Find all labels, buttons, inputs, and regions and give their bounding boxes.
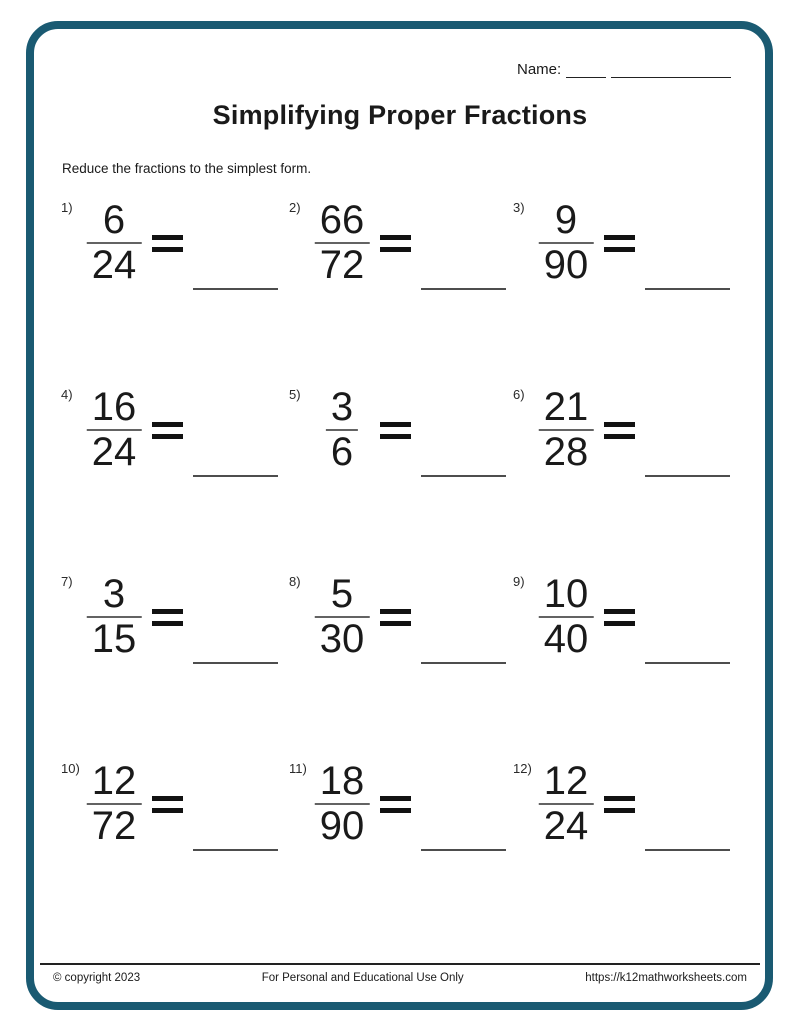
- equals-sign: [604, 796, 635, 820]
- answer-blank[interactable]: [193, 646, 278, 664]
- fraction: [87, 572, 142, 661]
- fraction-denominator: 24: [539, 803, 594, 845]
- problem-2: [284, 196, 508, 383]
- footer-divider: [40, 963, 760, 965]
- equals-sign: [604, 235, 635, 259]
- equals-sign: [152, 422, 183, 446]
- equals-sign: [380, 796, 411, 820]
- problem-1: [56, 196, 284, 383]
- fraction-numerator: 21: [543, 385, 589, 429]
- fraction-numerator: 9: [554, 198, 578, 242]
- equals-sign: [152, 796, 183, 820]
- fraction-denominator: 24: [87, 429, 142, 471]
- fraction-denominator: 72: [315, 242, 370, 284]
- fraction-numerator: 3: [330, 385, 354, 429]
- fraction-numerator: 12: [543, 759, 589, 803]
- fraction: [315, 198, 370, 287]
- answer-blank[interactable]: [421, 272, 506, 290]
- equals-sign: [604, 422, 635, 446]
- fraction-denominator: 30: [315, 616, 370, 658]
- name-line-segment: [611, 60, 731, 78]
- fraction-denominator: 28: [539, 429, 594, 471]
- problem-12: [508, 757, 748, 944]
- problem-number: 4): [61, 387, 73, 402]
- problem-8: [284, 570, 508, 757]
- instruction-text: Reduce the fractions to the simplest form.: [62, 161, 312, 176]
- name-line-segment: [566, 60, 606, 78]
- fraction: [539, 759, 594, 848]
- problem-6: [508, 383, 748, 570]
- problem-7: [56, 570, 284, 757]
- problem-number: 2): [289, 200, 301, 215]
- fraction-numerator: 12: [91, 759, 137, 803]
- equals-sign: [152, 235, 183, 259]
- answer-blank[interactable]: [645, 833, 730, 851]
- fraction-denominator: 6: [326, 429, 358, 471]
- fraction-numerator: 16: [91, 385, 137, 429]
- fraction-denominator: 90: [539, 242, 594, 284]
- fraction: [539, 198, 594, 287]
- problem-9: [508, 570, 748, 757]
- fraction-denominator: 24: [87, 242, 142, 284]
- fraction-numerator: 10: [543, 572, 589, 616]
- problem-11: [284, 757, 508, 944]
- fraction-numerator: 6: [102, 198, 126, 242]
- fraction-denominator: 15: [87, 616, 142, 658]
- footer-website-link[interactable]: https://k12mathworksheets.com: [585, 972, 747, 984]
- answer-blank[interactable]: [193, 833, 278, 851]
- fraction: [87, 198, 142, 287]
- equals-sign: [380, 609, 411, 633]
- answer-blank[interactable]: [645, 459, 730, 477]
- answer-blank[interactable]: [645, 272, 730, 290]
- equals-sign: [380, 235, 411, 259]
- problem-number: 1): [61, 200, 73, 215]
- problem-number: 6): [513, 387, 525, 402]
- name-label: Name:: [517, 61, 562, 78]
- fraction: [326, 385, 358, 474]
- problem-number: 3): [513, 200, 525, 215]
- fraction-numerator: 18: [319, 759, 365, 803]
- fraction: [539, 385, 594, 474]
- fraction: [315, 572, 370, 661]
- footer-copyright: © copyright 2023: [53, 972, 141, 984]
- equals-sign: [380, 422, 411, 446]
- name-row: [517, 60, 731, 78]
- problem-number: 5): [289, 387, 301, 402]
- fraction: [87, 759, 142, 848]
- equals-sign: [152, 609, 183, 633]
- problem-number: 7): [61, 574, 73, 589]
- answer-blank[interactable]: [193, 459, 278, 477]
- name-input-line[interactable]: [566, 60, 731, 78]
- problem-number: 12): [513, 761, 532, 776]
- fraction: [539, 572, 594, 661]
- problem-number: 10): [61, 761, 80, 776]
- fraction-denominator: 90: [315, 803, 370, 845]
- problem-number: 8): [289, 574, 301, 589]
- footer-usage-note: For Personal and Educational Use Only: [261, 972, 464, 984]
- footer: [53, 972, 747, 984]
- fraction: [87, 385, 142, 474]
- fraction-numerator: 3: [102, 572, 126, 616]
- answer-blank[interactable]: [193, 272, 278, 290]
- problems-grid: [56, 196, 748, 944]
- answer-blank[interactable]: [645, 646, 730, 664]
- fraction: [315, 759, 370, 848]
- page-title: Simplifying Proper Fractions: [212, 100, 588, 130]
- problem-number: 11): [289, 761, 307, 776]
- problem-number: 9): [513, 574, 525, 589]
- problem-4: [56, 383, 284, 570]
- fraction-denominator: 40: [539, 616, 594, 658]
- problem-3: [508, 196, 748, 383]
- fraction-numerator: 66: [319, 198, 365, 242]
- equals-sign: [604, 609, 635, 633]
- fraction-denominator: 72: [87, 803, 142, 845]
- problem-10: [56, 757, 284, 944]
- problem-5: [284, 383, 508, 570]
- answer-blank[interactable]: [421, 833, 506, 851]
- answer-blank[interactable]: [421, 459, 506, 477]
- fraction-numerator: 5: [330, 572, 354, 616]
- answer-blank[interactable]: [421, 646, 506, 664]
